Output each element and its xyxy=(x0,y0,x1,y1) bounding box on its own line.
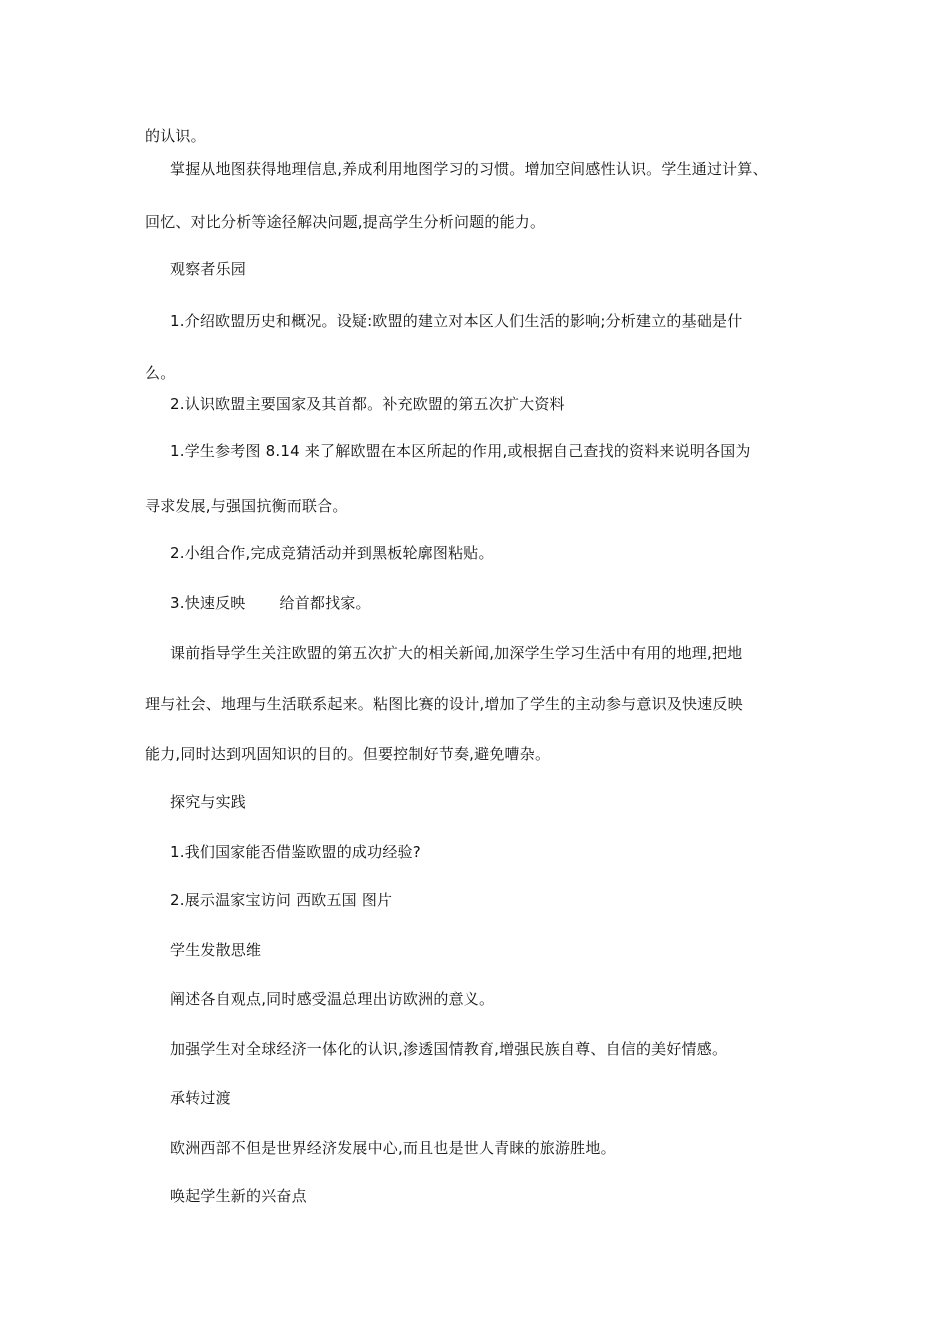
text-line: 理与社会、地理与生活联系起来。粘图比赛的设计,增加了学生的主动参与意识及快速反映 xyxy=(145,695,743,713)
text-line: 阐述各自观点,同时感受温总理出访欧洲的意义。 xyxy=(170,990,495,1008)
text-line: 1.介绍欧盟历史和概况。设疑:欧盟的建立对本区人们生活的影响;分析建立的基础是什 xyxy=(170,312,743,330)
text-line: 2.认识欧盟主要国家及其首都。补充欧盟的第五次扩大资料 xyxy=(170,395,565,413)
text-line xyxy=(170,593,371,613)
text-line: 寻求发展,与强国抗衡而联合。 xyxy=(145,497,348,515)
text-line: 课前指导学生关注欧盟的第五次扩大的相关新闻,加深学生学习生活中有用的地理,把地 xyxy=(170,644,743,662)
text-line: 的认识。 xyxy=(145,127,206,145)
text-line: 掌握从地图获得地理信息,养成利用地图学习的习惯。增加空间感性认识。学生通过计算、 xyxy=(170,160,768,178)
text-line: 么。 xyxy=(145,364,176,382)
text-line: 加强学生对全球经济一体化的认识,渗透国情教育,增强民族自尊、自信的美好情感。 xyxy=(170,1040,728,1058)
text-line: 能力,同时达到巩固知识的目的。但要控制好节奏,避免嘈杂。 xyxy=(145,745,551,763)
section-heading: 学生发散思维 xyxy=(170,941,262,959)
text-segment: 3.快速反映 xyxy=(170,594,246,612)
text-line: 2.小组合作,完成竞猜活动并到黑板轮廓图粘贴。 xyxy=(170,544,494,562)
text-segment: 给首都找家。 xyxy=(279,594,371,612)
section-heading: 唤起学生新的兴奋点 xyxy=(170,1187,307,1205)
section-heading: 承转过渡 xyxy=(170,1089,231,1107)
section-heading: 探究与实践 xyxy=(170,793,247,811)
text-line: 欧洲西部不但是世界经济发展中心,而且也是世人青睐的旅游胜地。 xyxy=(170,1139,616,1157)
section-heading: 观察者乐园 xyxy=(170,260,247,278)
text-line: 回忆、对比分析等途径解决问题,提高学生分析问题的能力。 xyxy=(145,213,546,231)
text-line: 1.我们国家能否借鉴欧盟的成功经验? xyxy=(170,843,421,861)
text-line: 2.展示温家宝访问 西欧五国 图片 xyxy=(170,891,393,909)
text-line: 1.学生参考图 8.14 来了解欧盟在本区所起的作用,或根据自己查找的资料来说明各国为 xyxy=(170,442,751,460)
